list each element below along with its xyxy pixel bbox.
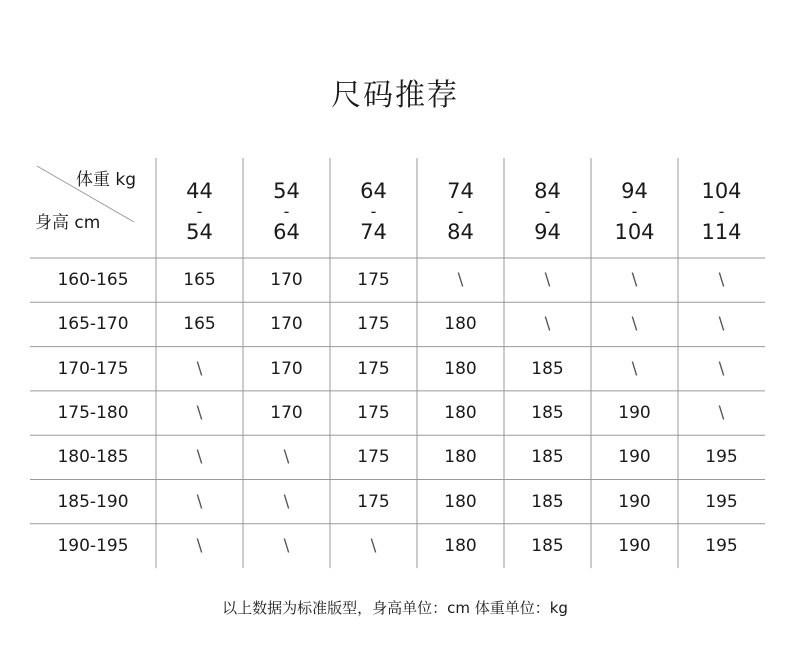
size-cell-empty: \ bbox=[283, 491, 290, 512]
size-cell-empty: \ bbox=[196, 491, 203, 512]
size-cell: 170 bbox=[270, 358, 303, 379]
weight-range-sep: - bbox=[631, 202, 638, 221]
size-cell-empty: \ bbox=[631, 358, 638, 379]
weight-range-sep: - bbox=[718, 202, 725, 221]
size-cell: 175 bbox=[357, 314, 390, 335]
size-cell-empty: \ bbox=[196, 447, 203, 468]
weight-range-sep: - bbox=[370, 202, 377, 221]
weight-column-header bbox=[591, 162, 678, 262]
weight-range-to: 114 bbox=[701, 220, 742, 244]
size-cell: 170 bbox=[270, 270, 303, 291]
size-cell-empty: \ bbox=[196, 358, 203, 379]
weight-range-from: 44 bbox=[186, 179, 213, 203]
size-cell-empty: \ bbox=[718, 358, 725, 379]
size-cell: 180 bbox=[444, 358, 477, 379]
size-cell: 170 bbox=[270, 403, 303, 424]
size-cell: 165 bbox=[183, 314, 216, 335]
weight-column-header bbox=[156, 162, 243, 262]
size-cell-empty: \ bbox=[196, 535, 203, 556]
size-cell-empty: \ bbox=[718, 403, 725, 424]
weight-range-from: 64 bbox=[360, 179, 387, 203]
size-cell-empty: \ bbox=[631, 314, 638, 335]
weight-range-to: 104 bbox=[614, 220, 655, 244]
size-cell: 175 bbox=[357, 491, 390, 512]
size-cell: 195 bbox=[705, 535, 738, 556]
weight-range-from: 94 bbox=[621, 179, 648, 203]
height-row-label: 160-165 bbox=[57, 270, 129, 291]
size-cell-empty: \ bbox=[718, 270, 725, 291]
page-title: 尺码推荐 bbox=[331, 78, 459, 113]
size-cell-empty: \ bbox=[544, 314, 551, 335]
weight-range-to: 74 bbox=[360, 220, 387, 244]
size-cell: 190 bbox=[618, 491, 651, 512]
weight-range-sep: - bbox=[544, 202, 551, 221]
height-row-label: 185-190 bbox=[57, 491, 129, 512]
weight-range-from: 104 bbox=[701, 179, 742, 203]
weight-column-header bbox=[678, 162, 765, 262]
size-cell-empty: \ bbox=[283, 535, 290, 556]
size-cell: 175 bbox=[357, 358, 390, 379]
size-cell-empty: \ bbox=[370, 535, 377, 556]
height-row-label: 180-185 bbox=[57, 447, 129, 468]
size-cell: 190 bbox=[618, 447, 651, 468]
height-row-label: 170-175 bbox=[57, 358, 129, 379]
size-cell: 170 bbox=[270, 314, 303, 335]
weight-range-sep: - bbox=[283, 202, 290, 221]
size-cell: 180 bbox=[444, 403, 477, 424]
weight-range-to: 84 bbox=[447, 220, 474, 244]
size-cell: 185 bbox=[531, 535, 564, 556]
height-row-label: 175-180 bbox=[57, 403, 129, 424]
size-cell: 195 bbox=[705, 491, 738, 512]
size-cell-empty: \ bbox=[457, 270, 464, 291]
weight-range-from: 54 bbox=[273, 179, 300, 203]
weight-range-sep: - bbox=[457, 202, 464, 221]
weight-range-from: 74 bbox=[447, 179, 474, 203]
weight-range-to: 94 bbox=[534, 220, 561, 244]
height-row-label: 190-195 bbox=[57, 535, 129, 556]
size-cell: 165 bbox=[183, 270, 216, 291]
weight-range-from: 84 bbox=[534, 179, 561, 203]
weight-column-header bbox=[504, 162, 591, 262]
size-cell: 175 bbox=[357, 403, 390, 424]
size-cell: 185 bbox=[531, 447, 564, 468]
size-cell: 190 bbox=[618, 535, 651, 556]
size-cell: 185 bbox=[531, 358, 564, 379]
weight-column-header bbox=[330, 162, 417, 262]
weight-header-label: 体重 kg bbox=[76, 170, 137, 190]
height-row-label: 165-170 bbox=[57, 314, 129, 335]
size-chart-table bbox=[30, 158, 761, 568]
size-cell: 180 bbox=[444, 314, 477, 335]
size-cell: 180 bbox=[444, 491, 477, 512]
weight-range-sep: - bbox=[196, 202, 203, 221]
size-cell-empty: \ bbox=[544, 270, 551, 291]
weight-column-header bbox=[243, 162, 330, 262]
size-cell: 190 bbox=[618, 403, 651, 424]
size-cell-empty: \ bbox=[718, 314, 725, 335]
size-cell: 180 bbox=[444, 535, 477, 556]
size-cell: 175 bbox=[357, 270, 390, 291]
weight-range-to: 54 bbox=[186, 220, 213, 244]
footer-note: 以上数据为标准版型，身高单位：cm 体重单位：kg bbox=[222, 599, 568, 617]
weight-column-header bbox=[417, 162, 504, 262]
size-cell: 180 bbox=[444, 447, 477, 468]
size-cell: 185 bbox=[531, 403, 564, 424]
size-cell-empty: \ bbox=[283, 447, 290, 468]
size-cell: 185 bbox=[531, 491, 564, 512]
size-cell-empty: \ bbox=[196, 403, 203, 424]
size-cell: 195 bbox=[705, 447, 738, 468]
size-cell: 175 bbox=[357, 447, 390, 468]
size-cell-empty: \ bbox=[631, 270, 638, 291]
weight-range-to: 64 bbox=[273, 220, 300, 244]
height-header-label: 身高 cm bbox=[35, 213, 101, 233]
